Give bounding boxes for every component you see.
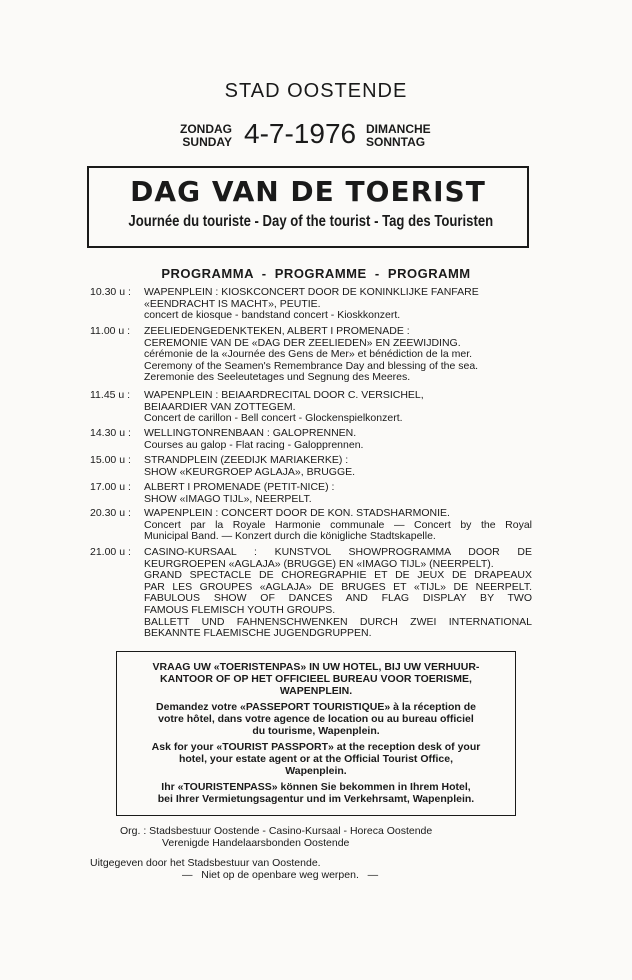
program-line: Concert par la Royale Harmonie communale — Concert by the Royal — [144, 518, 532, 531]
program-line: ALBERT I PROMENADE (PETIT-NICE) : — [144, 481, 335, 493]
title-box — [87, 166, 529, 248]
program-line: FABULOUS SHOW OF DANCES AND FLAG DISPLAY BY TWO — [144, 592, 532, 605]
program-item — [90, 326, 532, 384]
event-date: 4-7-1976 — [244, 118, 357, 149]
program-line: concert de kiosque - bandstand concert - Kioskkonzert. — [144, 309, 401, 322]
notice-line: KANTOOR OF OP HET OFFICIEEL BUREAU VOOR TOERISME, — [160, 673, 472, 685]
day-right — [366, 123, 431, 149]
program-line: STRANDPLEIN (ZEEDIJK MARIAKERKE) : — [144, 454, 349, 466]
notice-paragraph — [125, 741, 507, 777]
program-item — [90, 547, 532, 640]
notice-box — [116, 651, 516, 816]
program-line: Concert de carillon - Bell concert - Glockenspielkonzert. — [144, 412, 403, 425]
program-line: Zeremonie des Seeleutetages und Segnung des Meeres. — [144, 371, 411, 384]
program-time: 17.00 u : — [90, 481, 131, 493]
program-time: 20.30 u : — [90, 507, 131, 519]
program-line: WAPENPLEIN : KIOSKCONCERT DOOR DE KONINKLIJKE FANFARE — [144, 286, 479, 298]
program-item — [90, 287, 532, 322]
program-time: 11.45 u : — [90, 389, 131, 401]
notice-paragraph — [125, 781, 507, 805]
program-line: SHOW «IMAGO TIJL», NEERPELT. — [144, 492, 312, 505]
program-line: Municipal Band. — Konzert durch die königliche Stadtskapelle. — [144, 530, 436, 543]
program-line: KEURGROEPEN «AGLAJA» (BRUGGE) EN «IMAGO TIJL» (NEERPELT). — [144, 557, 494, 570]
program-item — [90, 508, 532, 543]
org-line-1: Org. : Stadsbestuur Oostende - Casino-Kursaal - Horeca Oostende — [120, 825, 433, 837]
program-line: BEIAARDIER VAN ZOTTEGEM. — [144, 400, 296, 413]
program-line: SHOW «KEURGROEP AGLAJA», BRUGGE. — [144, 465, 356, 478]
program-item — [90, 390, 532, 425]
program-item — [90, 428, 532, 451]
day-right-de: SONNTAG — [366, 135, 426, 149]
notice-line: Ihr «TOURISTENPASS» können Sie bekommen in Ihrem Hotel, — [161, 781, 471, 793]
program-line: CEREMONIE VAN DE «DAG DER ZEELIEDEN» EN ZEEWIJDING. — [144, 336, 461, 349]
program-line: WELLINGTONRENBAAN : GALOPRENNEN. — [144, 427, 357, 439]
day-left-en: SUNDAY — [182, 135, 232, 149]
program-heading: PROGRAMMA - PROGRAMME - PROGRAMM — [161, 266, 471, 281]
program-line: WAPENPLEIN : BEIAARDRECITAL DOOR C. VERSICHEL, — [144, 389, 424, 401]
day-left — [170, 123, 232, 149]
notice-line: votre hôtel, dans votre agence de location ou au bureau officiel — [158, 713, 474, 725]
notice-line: Wapenplein. — [285, 765, 347, 777]
program-line: FAMOUS FLEMISCH YOUTH GROUPS. — [144, 603, 336, 616]
program-line: BEKANNTE FLAEMISCHE JUGENDGRUPPEN. — [144, 627, 372, 640]
notice-paragraph — [125, 661, 507, 697]
notice-line: hotel, your estate agent or at the Official Tourist Office, — [178, 753, 453, 765]
program-time: 21.00 u : — [90, 546, 131, 558]
notice-line: Ask for your «TOURIST PASSPORT» at the reception desk of your — [151, 741, 481, 753]
program-line: BALLETT UND FAHNENSCHWENKEN DURCH ZWEI INTERNATIONAL — [144, 615, 532, 628]
publisher-line-2: — Niet op de openbare weg werpen. — — [182, 869, 379, 881]
publisher-line-1: Uitgegeven door het Stadsbestuur van Oostende. — [90, 857, 321, 869]
program-line: PAR LES GROUPES «AGLAJA» DE BRUGES ET «TIJL» DE NEERPELT. — [144, 580, 532, 593]
city-heading: STAD OOSTENDE — [224, 80, 408, 102]
org-line-2: Verenigde Handelaarsbonden Oostende — [162, 837, 350, 849]
program-line: cérémonie de la «Journée des Gens de Mer» et bénédiction de la mer. — [144, 348, 473, 361]
program-time: 10.30 u : — [90, 286, 131, 298]
organizers — [120, 825, 432, 849]
notice-line: du tourisme, Wapenplein. — [252, 725, 380, 737]
program-line: GRAND SPECTACLE DE CHOREGRAPHIE ET DE JEUX DE DRAPEAUX — [144, 569, 532, 582]
main-title: DAG VAN DE TOERIST — [130, 175, 486, 208]
day-right-fr: DIMANCHE — [366, 122, 431, 136]
program-time: 14.30 u : — [90, 427, 131, 439]
program-time: 15.00 u : — [90, 454, 131, 466]
subtitle: Journée du touriste - Day of the tourist - Tag des Touristen — [128, 213, 494, 230]
program-item — [90, 455, 532, 478]
notice-line: Demandez votre «PASSEPORT TOURISTIQUE» à la réception de — [156, 701, 476, 713]
program-line: «EENDRACHT IS MACHT», PEUTIE. — [144, 297, 321, 310]
notice-paragraph — [125, 701, 507, 737]
day-left-nl: ZONDAG — [180, 122, 232, 136]
program-line: Courses au galop - Flat racing - Galopprennen. — [144, 438, 364, 451]
program-line: CASINO-KURSAAL : KUNSTVOL SHOWPROGRAMMA DOOR DE — [144, 546, 532, 558]
program-time: 11.00 u : — [90, 325, 131, 337]
notice-line: WAPENPLEIN. — [279, 685, 353, 697]
notice-line: bei Ihrer Vermietungsagentur und im Verkehrsamt, Wapenplein. — [157, 793, 475, 805]
program-line: ZEELIEDENGEDENKTEKEN, ALBERT I PROMENADE : — [144, 325, 410, 337]
publisher-note — [90, 857, 378, 881]
notice-line: VRAAG UW «TOERISTENPAS» IN UW HOTEL, BIJ UW VERHUUR- — [152, 661, 480, 673]
program-line: WAPENPLEIN : CONCERT DOOR DE KON. STADSHARMONIE. — [144, 507, 450, 519]
program-line: Ceremony of the Seamen's Remembrance Day and blessing of the sea. — [144, 359, 479, 372]
program-item — [90, 482, 532, 505]
